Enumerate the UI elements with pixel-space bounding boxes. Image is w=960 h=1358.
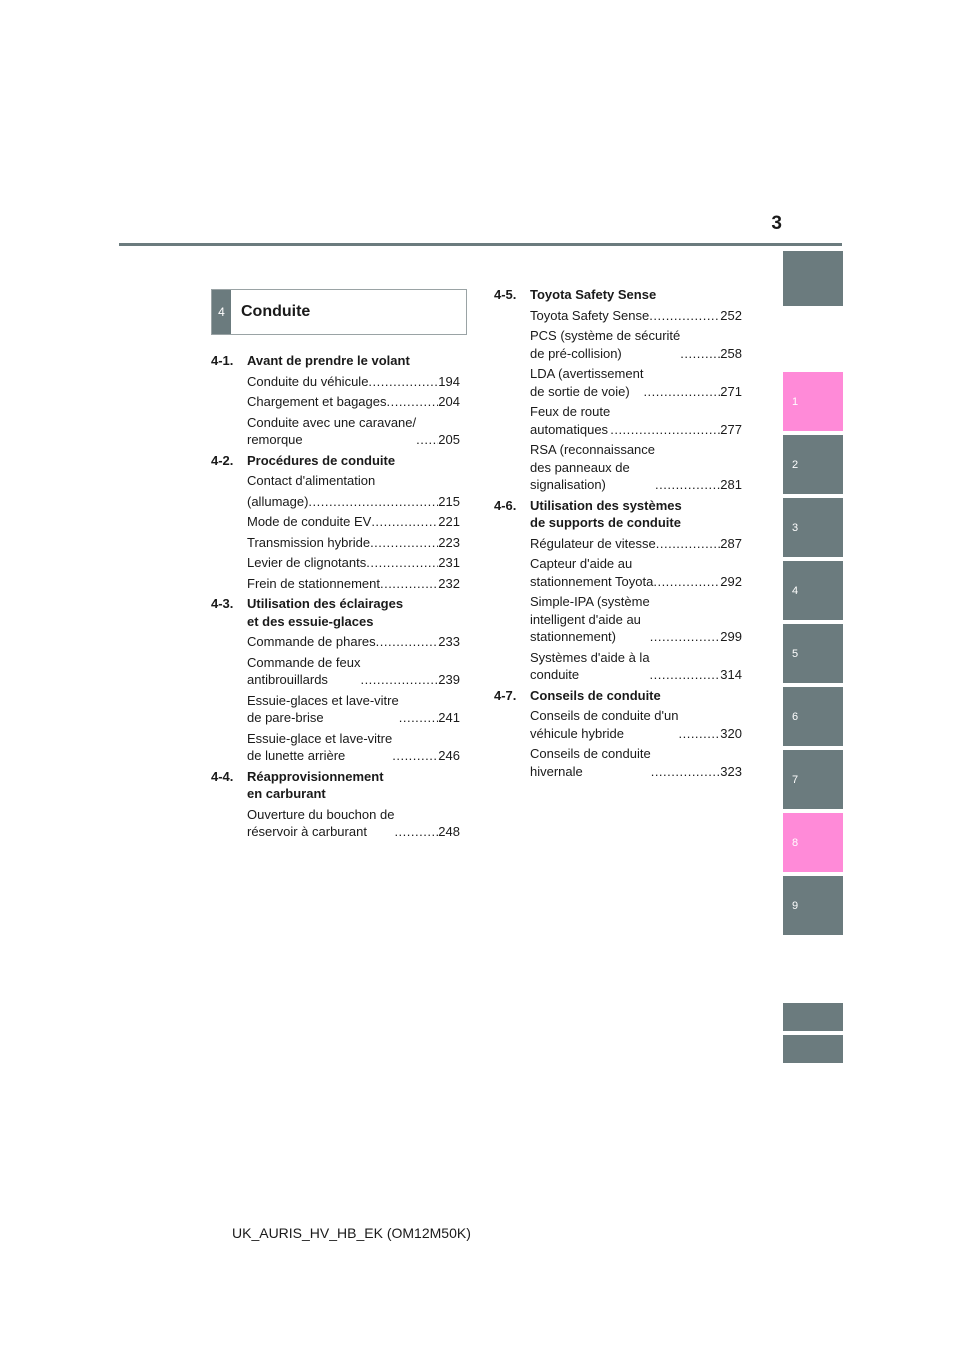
chapter-tab-9[interactable]: [783, 876, 843, 935]
toc-group-heading[interactable]: [494, 687, 742, 705]
toc-group-code: 4-6.: [494, 497, 517, 513]
dot-leader: [308, 493, 438, 511]
toc-group-title: Toyota Safety Sense: [530, 287, 657, 302]
dot-leader: [650, 666, 721, 684]
toc-left-column: [211, 352, 460, 844]
toc-entry-title: Simple-IPA (système intelligent d'aide au stationnement): [530, 594, 650, 644]
chapter-tab-7[interactable]: [783, 750, 843, 809]
toc-entry[interactable]: [530, 593, 742, 646]
dot-leader: [651, 763, 721, 781]
dot-leader: [380, 575, 438, 593]
toc-group-heading[interactable]: [211, 352, 460, 370]
toc-group-title: Réapprovisionnement en carburant: [247, 768, 384, 801]
toc-group: [211, 768, 460, 841]
toc-group: [494, 687, 742, 781]
toc-entry[interactable]: [530, 649, 742, 684]
toc-entry-title: Conseils de conduite d'un véhicule hybride: [530, 708, 679, 741]
toc-entry-page: 239: [438, 672, 460, 687]
chapter-tab-label: 8: [792, 836, 799, 849]
toc-entry-page: 204: [438, 394, 460, 409]
toc-group: [494, 286, 742, 494]
toc-entry-title: Toyota Safety Sense: [530, 307, 650, 323]
dot-leader: [368, 373, 438, 391]
toc-entry-page: 241: [438, 710, 460, 725]
toc-entry-page: 223: [438, 534, 460, 550]
toc-group-title: Utilisation des systèmes de supports de conduite: [530, 497, 682, 530]
toc-entry[interactable]: [530, 555, 742, 590]
header-divider: [119, 243, 842, 246]
toc-entry-title: Frein de stationnement: [247, 575, 380, 591]
toc-entry-page: 287: [720, 535, 742, 551]
toc-entry[interactable]: [247, 472, 460, 490]
chapter-tab-1[interactable]: [783, 372, 843, 431]
toc-group-heading[interactable]: [494, 497, 742, 532]
chapter-tab-8[interactable]: [783, 813, 843, 872]
toc-entry-page: 323: [720, 763, 742, 779]
toc-entry[interactable]: [247, 534, 460, 552]
toc-entry-title: PCS (système de sécurité de pré-collision): [530, 328, 681, 361]
chapter-tab-blank[interactable]: [783, 1003, 843, 1031]
toc-entry-page: 277: [720, 421, 742, 437]
toc-entry-title: (allumage): [247, 493, 309, 509]
dot-leader: [650, 628, 721, 646]
dot-leader: [610, 421, 720, 439]
toc-entry-title: Mode de conduite EV: [247, 514, 372, 529]
dot-leader: [678, 725, 720, 743]
toc-entry-title: Conseils de conduite hivernale: [530, 746, 651, 779]
toc-entry-title: Feux de route automatiques: [530, 404, 611, 437]
toc-group: [211, 595, 460, 765]
toc-group-title: Avant de prendre le volant: [247, 353, 410, 368]
section-title: Conduite: [241, 303, 311, 320]
toc-right-column: [494, 286, 742, 783]
toc-entry[interactable]: [530, 745, 742, 780]
dot-leader: [655, 476, 720, 494]
toc-entry[interactable]: [247, 730, 460, 765]
section-heading-box: [211, 289, 467, 335]
dot-leader: [680, 345, 720, 363]
toc-group-title: Conseils de conduite: [530, 687, 661, 703]
toc-entry[interactable]: [247, 806, 460, 841]
toc-entry-page: 231: [438, 555, 460, 570]
toc-entry[interactable]: [530, 707, 742, 742]
toc-entry-title: Essuie-glaces et lave-vitre de pare-brise: [247, 692, 399, 725]
toc-entry-page: 215: [438, 493, 460, 509]
toc-entry-title: LDA (avertissement de sortie de voie): [530, 366, 644, 399]
toc-entry[interactable]: [247, 414, 460, 449]
toc-entry-title: Systèmes d'aide à la conduite: [530, 649, 650, 682]
chapter-tab-label: 7: [792, 773, 799, 786]
toc-entry-page: 246: [438, 748, 460, 763]
chapter-tab-strip: [783, 0, 843, 1358]
toc-group-heading[interactable]: [211, 452, 460, 470]
toc-group-heading[interactable]: [211, 595, 460, 630]
section-number: 4: [212, 290, 231, 334]
chapter-tab-label: 9: [792, 899, 799, 912]
toc-entry-title: Contact d'alimentation: [247, 473, 376, 488]
dot-leader: [656, 535, 721, 553]
chapter-tab-4[interactable]: [783, 561, 843, 620]
dot-leader: [370, 534, 438, 552]
toc-entry[interactable]: [530, 365, 742, 400]
toc-entry[interactable]: [530, 327, 742, 362]
dot-leader: [376, 633, 439, 651]
toc-entry-title: Commande de phares: [247, 634, 376, 649]
toc-entry-page: 314: [720, 667, 742, 682]
toc-entry[interactable]: [247, 692, 460, 727]
toc-group: [494, 497, 742, 684]
toc-group-title: Utilisation des éclairages et des essuie-glaces: [247, 596, 404, 629]
toc-entry-title: Régulateur de vitesse: [530, 535, 656, 551]
toc-entry[interactable]: [247, 575, 460, 593]
chapter-tab-label: 2: [792, 458, 799, 471]
dot-leader: [649, 307, 720, 325]
chapter-tab-5[interactable]: [783, 624, 843, 683]
dot-leader: [416, 431, 438, 449]
toc-entry-page: 194: [438, 373, 460, 389]
toc-entry-page: 252: [720, 307, 742, 323]
page-number: 3: [771, 213, 782, 234]
toc-group-code: 4-2.: [211, 452, 234, 468]
toc-entry-page: 258: [720, 345, 742, 361]
toc-group-heading[interactable]: [494, 286, 742, 304]
toc-entry-page: 232: [438, 575, 460, 591]
toc-entry-page: 233: [438, 634, 460, 649]
toc-entry-title: Conduite avec une caravane/ remorque: [247, 414, 417, 447]
toc-entry[interactable]: [247, 373, 460, 391]
chapter-tab-label: 4: [792, 584, 799, 597]
dot-leader: [392, 747, 438, 765]
toc-entry-title: Essuie-glace et lave-vitre de lunette arrière: [247, 730, 393, 763]
toc-entry-title: RSA (reconnaissance des panneaux de signalisation): [530, 442, 656, 492]
toc-entry[interactable]: [247, 493, 460, 511]
dot-leader: [386, 393, 438, 411]
toc-entry[interactable]: [530, 307, 742, 325]
dot-leader: [366, 554, 438, 572]
toc-entry-page: 299: [720, 629, 742, 644]
toc-entry-page: 292: [720, 573, 742, 589]
toc-group-code: 4-5.: [494, 287, 517, 302]
toc-group-heading[interactable]: [211, 768, 460, 803]
dot-leader: [394, 823, 438, 841]
toc-group-code: 4-3.: [211, 596, 234, 611]
toc-entry-page: 221: [438, 514, 460, 529]
dot-leader: [643, 383, 720, 401]
document-code: UK_AURIS_HV_HB_EK (OM12M50K): [232, 1225, 471, 1241]
chapter-tab-6[interactable]: [783, 687, 843, 746]
toc-group-code: 4-7.: [494, 687, 517, 703]
toc-group-code: 4-4.: [211, 768, 234, 784]
toc-entry-page: 281: [720, 477, 742, 492]
toc-entry-page: 320: [720, 725, 742, 741]
dot-leader: [399, 709, 439, 727]
toc-entry[interactable]: [530, 535, 742, 553]
toc-entry[interactable]: [530, 403, 742, 438]
chapter-tab-label: 5: [792, 647, 799, 660]
toc-group-title: Procédures de conduite: [247, 452, 396, 468]
toc-entry[interactable]: [247, 654, 460, 689]
chapter-tab-label: 3: [792, 521, 799, 534]
chapter-tab-blank[interactable]: [783, 1035, 843, 1063]
toc-entry-page: 271: [720, 383, 742, 399]
toc-entry[interactable]: [247, 633, 460, 651]
toc-entry-title: Ouverture du bouchon de réservoir à carburant: [247, 806, 395, 839]
toc-group: [211, 452, 460, 593]
dot-leader: [371, 513, 438, 531]
chapter-tab-2[interactable]: [783, 435, 843, 494]
toc-entry-page: 205: [438, 432, 460, 447]
toc-entry-title: Capteur d'aide au stationnement Toyota: [530, 556, 654, 589]
toc-entry-title: Commande de feux antibrouillards: [247, 654, 361, 687]
toc-group-code: 4-1.: [211, 353, 234, 368]
toc-entry[interactable]: [247, 513, 460, 531]
chapter-tab-3[interactable]: [783, 498, 843, 557]
toc-entry[interactable]: [247, 393, 460, 411]
chapter-tab-label: 1: [792, 395, 799, 408]
toc-entry[interactable]: [247, 554, 460, 572]
dot-leader: [360, 671, 438, 689]
toc-entry-title: Chargement et bagages: [247, 394, 387, 409]
toc-entry-title: Levier de clignotants: [247, 555, 367, 570]
dot-leader: [653, 573, 720, 591]
toc-entry-page: 248: [438, 824, 460, 839]
toc-entry[interactable]: [530, 441, 742, 494]
chapter-tab-label: 6: [792, 710, 799, 723]
chapter-tab-blank[interactable]: [783, 251, 843, 306]
toc-group: [211, 352, 460, 449]
toc-entry-title: Transmission hybride: [247, 534, 371, 550]
toc-entry-title: Conduite du véhicule: [247, 373, 369, 389]
